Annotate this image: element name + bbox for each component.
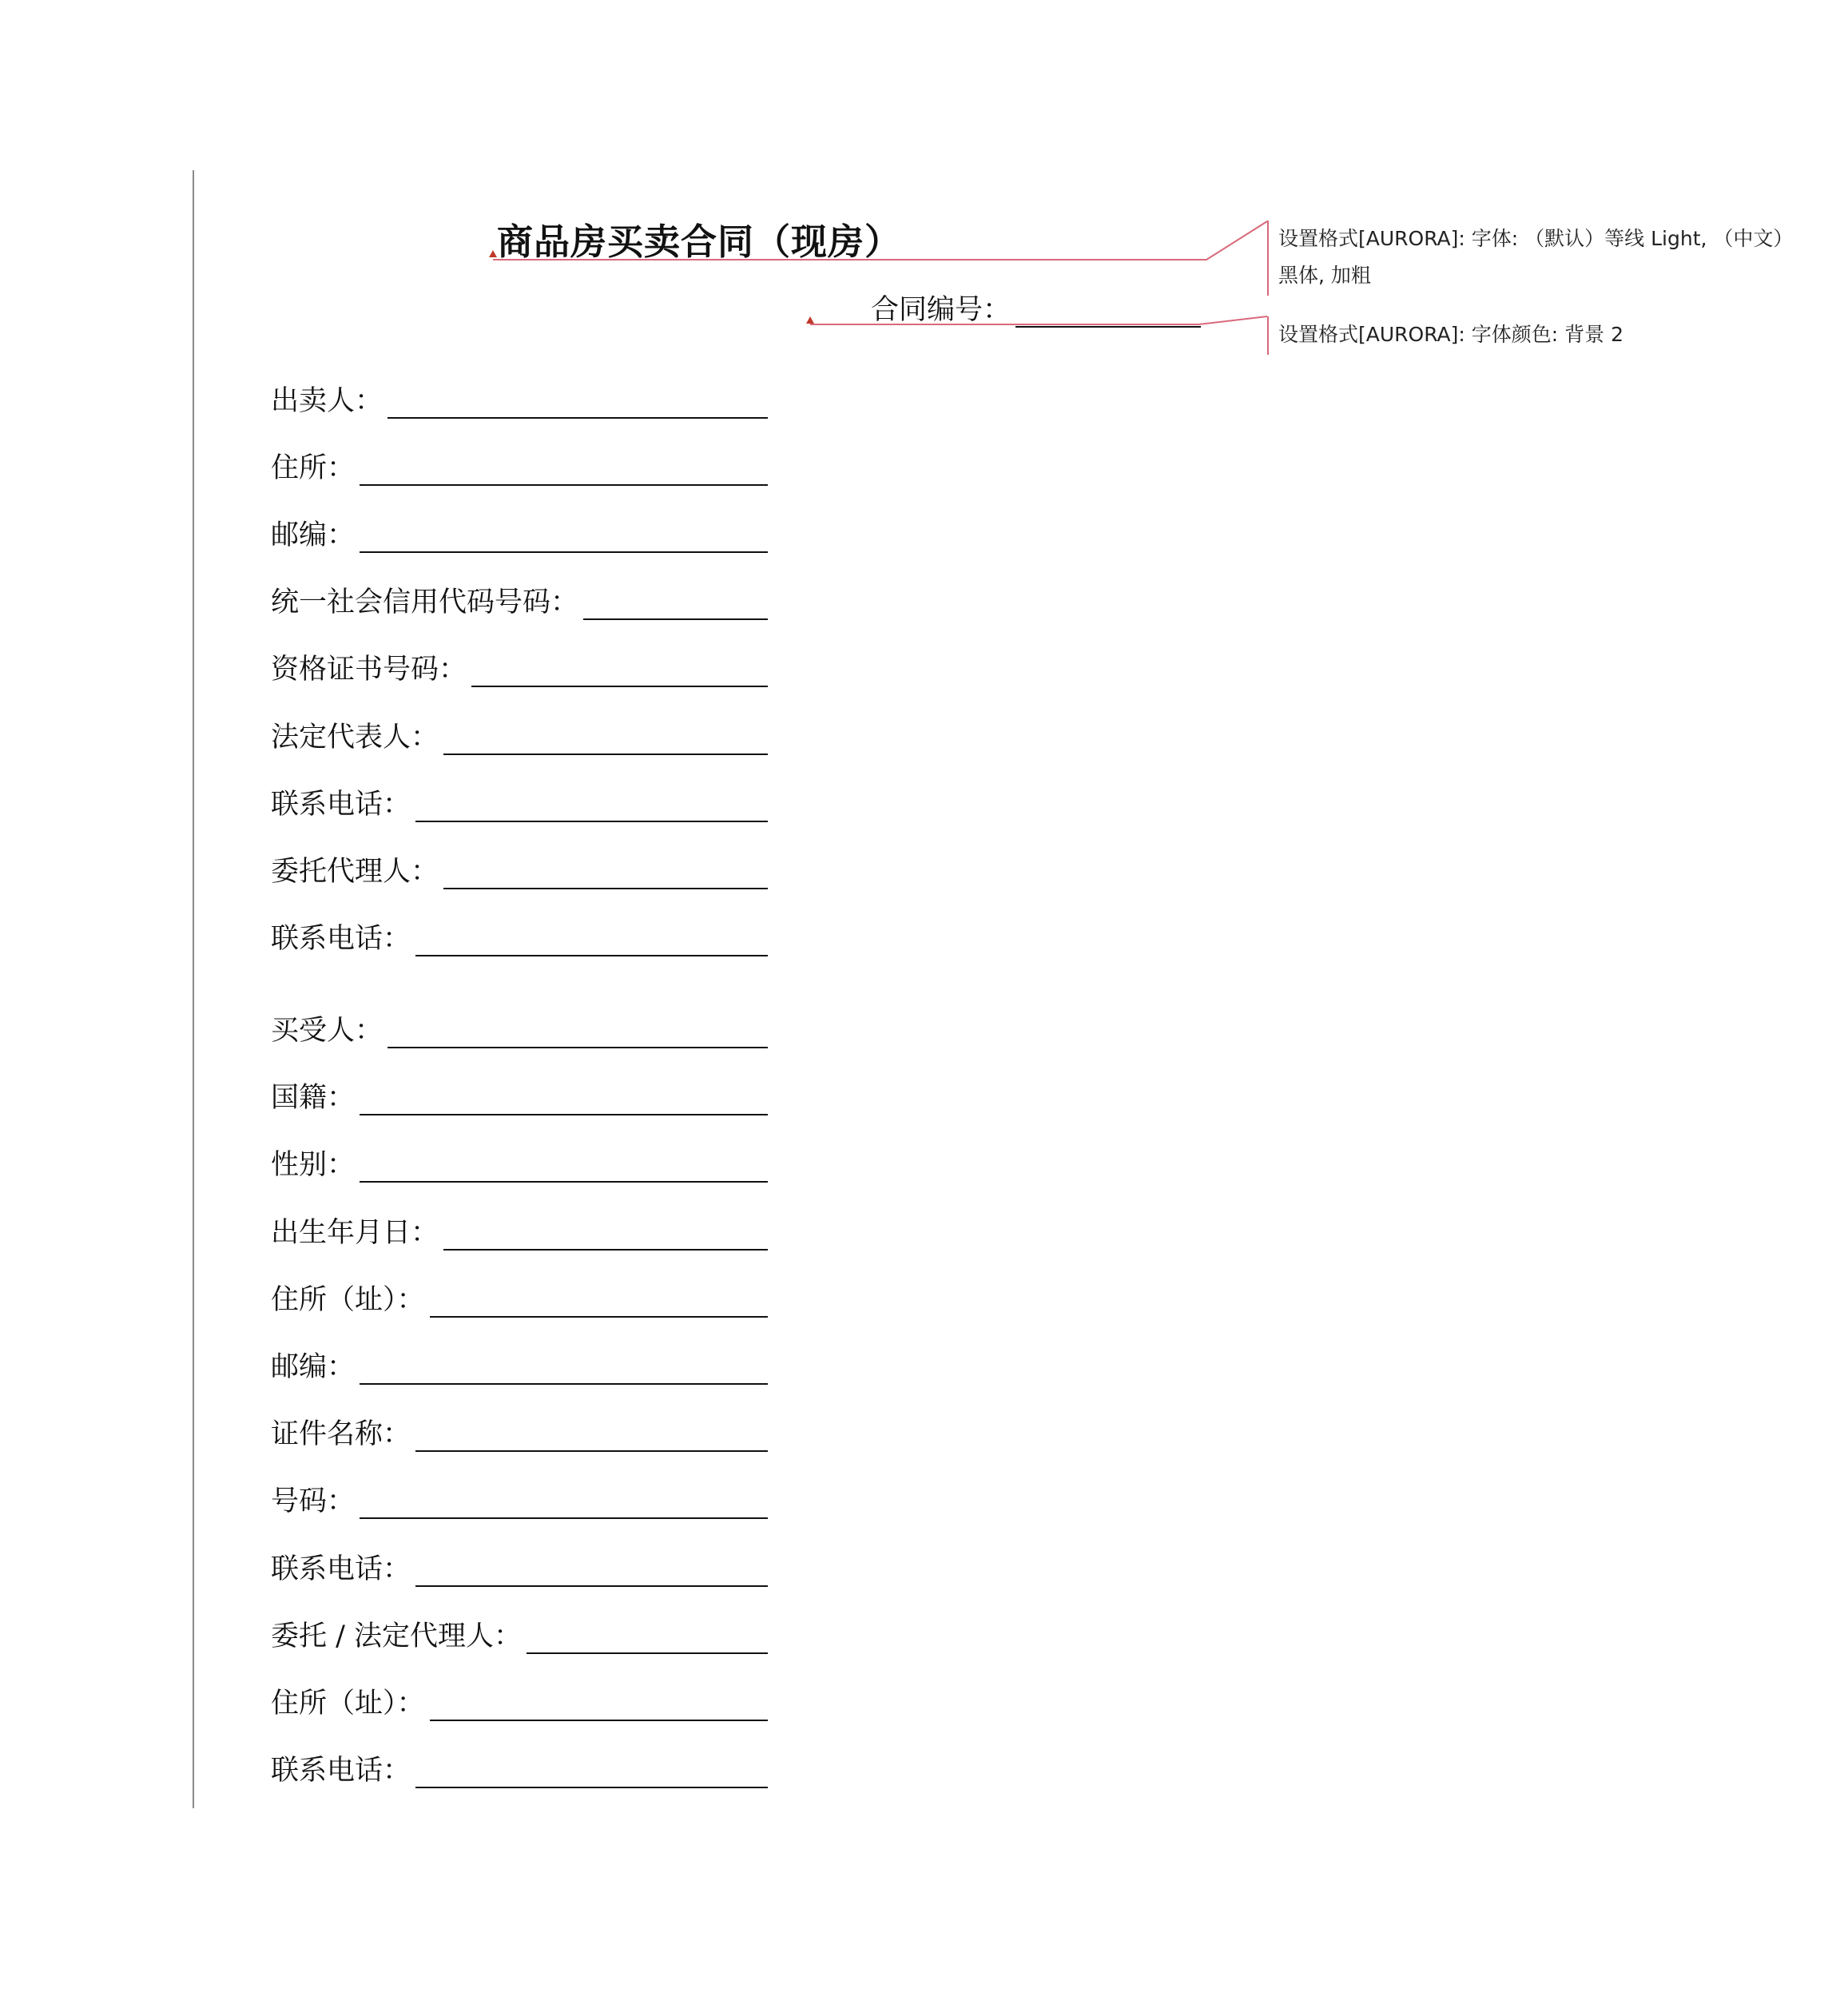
seller-field-phone: [271, 781, 768, 822]
page-title: 商品房买卖合同（现房）: [497, 221, 902, 263]
field-label: 出生年月日：: [271, 1217, 439, 1249]
field-label: 联系电话：: [271, 923, 411, 955]
field-label: 住所（址）：: [271, 1688, 425, 1720]
field-blank[interactable]: [471, 654, 768, 687]
buyer-field-agent: [271, 1612, 768, 1654]
buyer-field-postcode: [271, 1343, 768, 1385]
seller-field-legal-rep: [271, 714, 768, 755]
field-blank[interactable]: [527, 1620, 768, 1654]
field-label: 国籍：: [271, 1082, 356, 1114]
buyer-field-nationality: [271, 1074, 768, 1115]
buyer-field-address: [271, 1276, 768, 1318]
field-label: 邮编：: [271, 1351, 356, 1383]
comment-balloon-2[interactable]: [1278, 316, 1623, 353]
comment-2-bar: [1267, 316, 1269, 355]
field-label: 委托代理人：: [271, 856, 439, 888]
field-blank[interactable]: [583, 587, 768, 620]
field-blank[interactable]: [415, 1418, 768, 1452]
buyer-field-id-type: [271, 1410, 768, 1452]
field-label: 号码：: [271, 1485, 356, 1517]
field-label: 买受人：: [271, 1015, 384, 1047]
field-label: 统一社会信用代码号码：: [271, 587, 579, 618]
field-label: 委托 / 法定代理人：: [271, 1620, 523, 1652]
revision-bar: [193, 170, 194, 1808]
field-label: 联系电话：: [271, 1755, 411, 1787]
field-blank[interactable]: [360, 1082, 768, 1115]
buyer-field-id-number: [271, 1477, 768, 1519]
field-label: 住所：: [271, 452, 356, 484]
field-label: 性别：: [271, 1149, 356, 1181]
field-blank[interactable]: [360, 1351, 768, 1385]
field-blank[interactable]: [360, 519, 768, 553]
comment-1-bar: [1267, 221, 1269, 296]
comment-balloon-1[interactable]: [1278, 221, 1793, 294]
buyer-field-agent-phone: [271, 1747, 768, 1788]
buyer-field-agent-address: [271, 1680, 768, 1721]
seller-field-certificate-no: [271, 646, 768, 687]
comment-2-line1: 设置格式[AURORA]: 字体颜色: 背景 2: [1278, 323, 1624, 346]
buyer-field-birthdate: [271, 1209, 768, 1251]
field-blank[interactable]: [360, 1485, 768, 1519]
field-label: 联系电话：: [271, 789, 411, 821]
seller-field-agent: [271, 848, 768, 889]
buyer-field-name: [271, 1007, 768, 1048]
seller-field-address: [271, 444, 768, 486]
field-blank[interactable]: [360, 1149, 768, 1183]
field-blank[interactable]: [415, 923, 768, 956]
field-label: 证件名称：: [271, 1418, 411, 1450]
field-blank[interactable]: [360, 452, 768, 486]
field-blank[interactable]: [387, 385, 768, 419]
field-label: 出卖人：: [271, 385, 384, 417]
field-label: 联系电话：: [271, 1553, 411, 1585]
buyer-field-gender: [271, 1141, 768, 1183]
field-blank[interactable]: [430, 1688, 768, 1721]
field-blank[interactable]: [443, 722, 768, 755]
comment-1-line2: 黑体, 加粗: [1278, 264, 1371, 287]
contract-number-label: 合同编号：: [871, 294, 1011, 326]
comment-1-line1: 设置格式[AURORA]: 字体: （默认）等线 Light, （中文）: [1278, 227, 1794, 250]
field-blank[interactable]: [415, 1755, 768, 1788]
field-blank[interactable]: [387, 1015, 768, 1048]
contract-number-field: [871, 288, 1201, 328]
comment-1-anchor[interactable]: [489, 250, 497, 257]
seller-field-postcode: [271, 511, 768, 553]
seller-field-agent-phone: [271, 915, 768, 956]
field-blank[interactable]: [443, 1217, 768, 1251]
field-label: 邮编：: [271, 519, 356, 551]
field-blank[interactable]: [415, 789, 768, 822]
seller-field-name: [271, 377, 768, 419]
contract-number-blank[interactable]: [1015, 297, 1201, 328]
field-blank[interactable]: [430, 1284, 768, 1318]
field-blank[interactable]: [415, 1553, 768, 1587]
field-blank[interactable]: [443, 856, 768, 889]
seller-field-credit-code: [271, 579, 768, 620]
field-label: 资格证书号码：: [271, 654, 467, 686]
comment-2-anchor[interactable]: [806, 316, 814, 324]
field-label: 法定代表人：: [271, 722, 439, 754]
field-label: 住所（址）：: [271, 1284, 425, 1316]
buyer-field-phone: [271, 1545, 768, 1587]
